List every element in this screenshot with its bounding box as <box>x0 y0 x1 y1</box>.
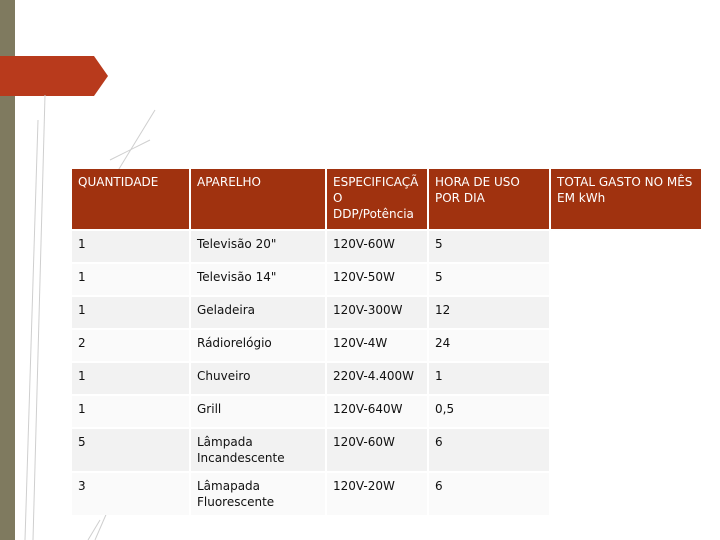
cell-aparelho: Lâmpada Incandescente <box>191 429 325 471</box>
cell-hora-de-uso: 5 <box>429 264 549 295</box>
cell-quantidade: 1 <box>72 297 189 328</box>
cell-aparelho: Grill <box>191 396 325 427</box>
cell-especificacao: 120V-60W <box>327 231 427 262</box>
cell-especificacao: 120V-300W <box>327 297 427 328</box>
cell-total-gasto <box>551 264 701 295</box>
cell-aparelho: Geladeira <box>191 297 325 328</box>
cell-aparelho: Televisão 20" <box>191 231 325 262</box>
cell-total-gasto <box>551 429 701 471</box>
energy-consumption-table <box>70 167 703 517</box>
table-row <box>72 396 701 427</box>
cell-especificacao: 120V-60W <box>327 429 427 471</box>
cell-hora-de-uso: 5 <box>429 231 549 262</box>
cell-quantidade: 5 <box>72 429 189 471</box>
table-row <box>72 297 701 328</box>
cell-especificacao: 120V-640W <box>327 396 427 427</box>
table-header-row <box>72 169 701 229</box>
cell-aparelho: Lâmapada Fluorescente <box>191 473 325 515</box>
cell-hora-de-uso: 0,5 <box>429 396 549 427</box>
header-aparelho: APARELHO <box>191 169 325 229</box>
cell-aparelho: Televisão 14" <box>191 264 325 295</box>
header-hora-de-uso: HORA DE USO POR DIA <box>429 169 549 229</box>
cell-total-gasto <box>551 363 701 394</box>
cell-aparelho: Rádiorelógio <box>191 330 325 361</box>
table-row <box>72 363 701 394</box>
cell-quantidade: 1 <box>72 396 189 427</box>
header-especificacao: ESPECIFICAÇÃO DDP/Potência <box>327 169 427 229</box>
cell-quantidade: 2 <box>72 330 189 361</box>
cell-quantidade: 1 <box>72 231 189 262</box>
table-row <box>72 231 701 262</box>
cell-total-gasto <box>551 473 701 515</box>
cell-aparelho: Chuveiro <box>191 363 325 394</box>
header-total-gasto: TOTAL GASTO NO MÊS EM kWh <box>551 169 701 229</box>
accent-arrow-tab <box>0 56 108 96</box>
cell-especificacao: 120V-4W <box>327 330 427 361</box>
cell-especificacao: 220V-4.400W <box>327 363 427 394</box>
cell-total-gasto <box>551 330 701 361</box>
cell-hora-de-uso: 6 <box>429 429 549 471</box>
cell-quantidade: 1 <box>72 363 189 394</box>
table-row <box>72 264 701 295</box>
cell-hora-de-uso: 24 <box>429 330 549 361</box>
cell-hora-de-uso: 6 <box>429 473 549 515</box>
cell-hora-de-uso: 12 <box>429 297 549 328</box>
table-row <box>72 330 701 361</box>
cell-total-gasto <box>551 231 701 262</box>
cell-total-gasto <box>551 396 701 427</box>
cell-hora-de-uso: 1 <box>429 363 549 394</box>
cell-quantidade: 3 <box>72 473 189 515</box>
table-row <box>72 473 701 515</box>
header-quantidade: QUANTIDADE <box>72 169 189 229</box>
table-row <box>72 429 701 471</box>
cell-especificacao: 120V-50W <box>327 264 427 295</box>
cell-total-gasto <box>551 297 701 328</box>
cell-especificacao: 120V-20W <box>327 473 427 515</box>
cell-quantidade: 1 <box>72 264 189 295</box>
